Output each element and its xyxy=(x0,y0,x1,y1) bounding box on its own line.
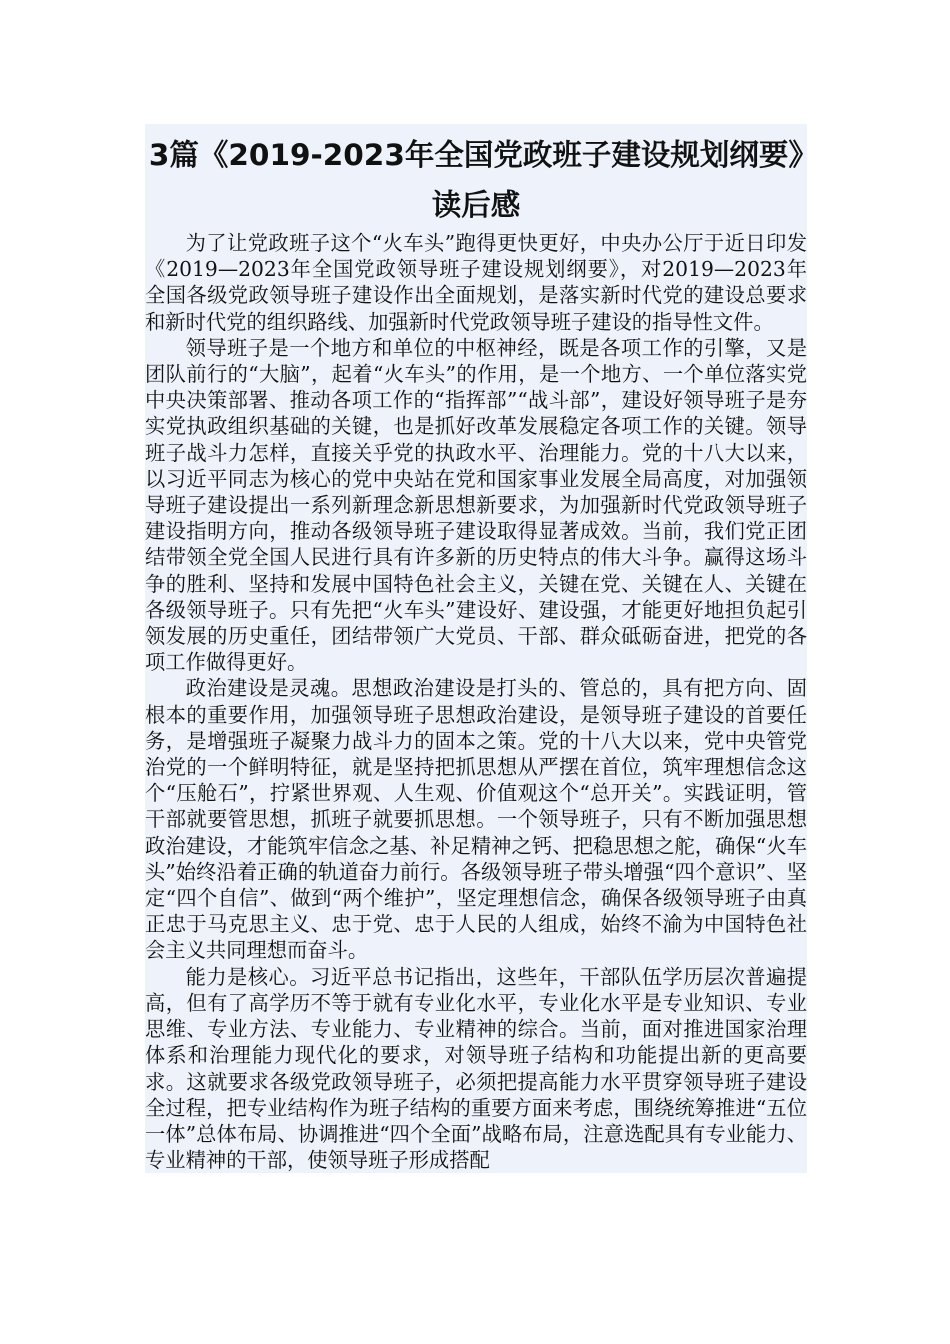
paragraph-leadership: 领导班子是一个地方和单位的中枢神经，既是各项工作的引擎，又是团队前行的“大脑”，起着“火车头”的作用，是一个地方、一个单位落实党中央决策部署、推动各项工作的“指挥部”“战斗部”，建设好领导班子是夯实党执政组织基础的关键，也是抓好改革发展稳定各项工作的关键。领导班子战斗力怎样，直接关乎党的执政水平、治理能力。党的十八大以来，以习近平同志为核心的党中央站在党和国家事业发展全局高度，对加强领导班子建设提出一系列新理念新思想新要求，为加强新时代党政领导班子建设指明方向，推动各级领导班子建设取得显著成效。当前，我们党正团结带领全党全国人民进行具有许多新的历史特点的伟大斗争。赢得这场斗争的胜利、坚持和发展中国特色社会主义，关键在党、关键在人、关键在各级领导班子。只有先把“火车头”建设好、建设强，才能更好地担负起引领发展的历史重任，团结带领广大党员、干部、群众砥砺奋进，把党的各项工作做得更好。 xyxy=(145,335,807,675)
document-title: 3篇《2019-2023年全国党政班子建设规划纲要》读后感 xyxy=(148,138,804,222)
document-body xyxy=(145,230,807,1173)
paragraph-capability: 能力是核心。习近平总书记指出，这些年，干部队伍学历层次普遍提高，但有了高学历不等于就有专业化水平，专业化水平是专业知识、专业思维、专业方法、专业能力、专业精神的综合。当前，面对推进国家治理体系和治理能力现代化的要求，对领导班子结构和功能提出新的更高要求。这就要求各级党政领导班子，必须把提高能力水平贯穿领导班子建设全过程，把专业结构作为班子结构的重要方面来考虑，围绕统筹推进“五位一体”总体布局、协调推进“四个全面”战略布局，注意选配具有专业能力、专业精神的干部，使领导班子形成搭配 xyxy=(145,964,807,1173)
paragraph-political-building: 政治建设是灵魂。思想政治建设是打头的、管总的，具有把方向、固根本的重要作用，加强领导班子思想政治建设，是领导班子建设的首要任务，是增强班子凝聚力战斗力的固本之策。党的十八大以来，党中央管党治党的一个鲜明特征，就是坚持把抓思想从严摆在首位，筑牢理想信念这个“压舱石”，拧紧世界观、人生观、价值观这个“总开关”。实践证明，管干部就要管思想，抓班子就要抓思想。一个领导班子，只有不断加强思想政治建设，才能筑牢信念之基、补足精神之钙、把稳思想之舵，确保“火车头”始终沿着正确的轨道奋力前行。各级领导班子带头增强“四个意识”、坚定“四个自信”、做到“两个维护”，坚定理想信念，确保各级领导班子由真正忠于马克思主义、忠于党、忠于人民的人组成，始终不渝为中国特色社会主义共同理想而奋斗。 xyxy=(145,676,807,963)
paragraph-intro: 为了让党政班子这个“火车头”跑得更快更好，中央办公厅于近日印发《2019—2023年全国党政领导班子建设规划纲要》，对2019—2023年全国各级党政领导班子建设作出全面规划，是落实新时代党的建设总要求和新时代党的组织路线、加强新时代党政领导班子建设的指导性文件。 xyxy=(145,231,807,334)
document-content xyxy=(145,124,807,1173)
